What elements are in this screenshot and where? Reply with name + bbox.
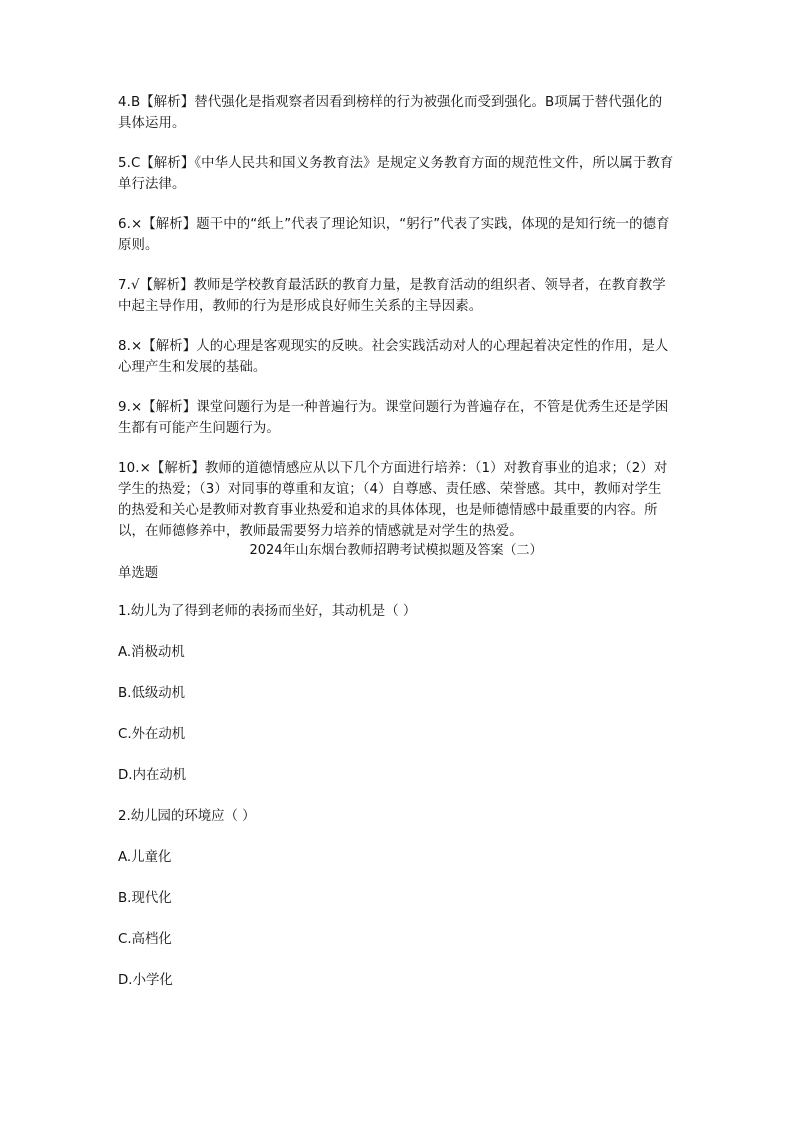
question-type-label: 单选题	[118, 566, 159, 581]
question-stem: 2.幼儿园的环境应（ ）	[118, 809, 256, 824]
question-stem: 1.幼儿为了得到老师的表扬而坐好，其动机是（ ）	[118, 604, 417, 619]
document-page	[118, 92, 674, 1011]
answer-7: 7.√【解析】教师是学校教育最活跃的教育力量，是教育活动的组织者、领导者，在教育教学中起主导作用，教师的行为是形成良好师生关系的主导因素。	[118, 278, 666, 314]
answer-10: 10.×【解析】教师的道德情感应从以下几个方面进行培养：（1）对教育事业的追求；（2）对学生的热爱；（3）对同事的尊重和友谊；（4）自尊感、责任感、荣誉感。其中，教师对学生的热爱和关心是教师对教育事业热爱和追求的具体体现，也是师德情感中最重要的内容。所以，在师德修养中，教师最需要努力培养的情感就是对学生的热爱。	[118, 461, 668, 539]
option-d: D.小学化	[118, 973, 173, 988]
option-a: A.儿童化	[118, 850, 172, 865]
answer-4: 4.B【解析】替代强化是指观察者因看到榜样的行为被强化而受到强化。B项属于替代强化的具体运用。	[118, 95, 663, 131]
answer-9: 9.×【解析】课堂问题行为是一种普遍行为。课堂问题行为普遍存在，不管是优秀生还是学困生都有可能产生问题行为。	[118, 400, 669, 436]
answer-explanations	[118, 92, 674, 542]
option-a: A.消极动机	[118, 645, 185, 660]
answer-8: 8.×【解析】人的心理是客观现实的反映。社会实践活动对人的心理起着决定性的作用，是人心理产生和发展的基础。	[118, 339, 669, 375]
answer-5: 5.C【解析】《中华人民共和国义务教育法》是规定义务教育方面的规范性文件，所以属于教育单行法律。	[118, 156, 674, 192]
section-title: 2024年山东烟台教师招聘考试模拟题及答案（二）	[249, 543, 543, 558]
option-d: D.内在动机	[118, 768, 187, 783]
option-c: C.高档化	[118, 932, 172, 947]
option-b: B.现代化	[118, 891, 172, 906]
option-c: C.外在动机	[118, 727, 186, 742]
question-2	[118, 806, 674, 991]
question-1	[118, 601, 674, 786]
option-b: B.低级动机	[118, 686, 186, 701]
answer-6: 6.×【解析】题干中的“纸上”代表了理论知识，“躬行”代表了实践，体现的是知行统一的德育原则。	[118, 217, 670, 253]
